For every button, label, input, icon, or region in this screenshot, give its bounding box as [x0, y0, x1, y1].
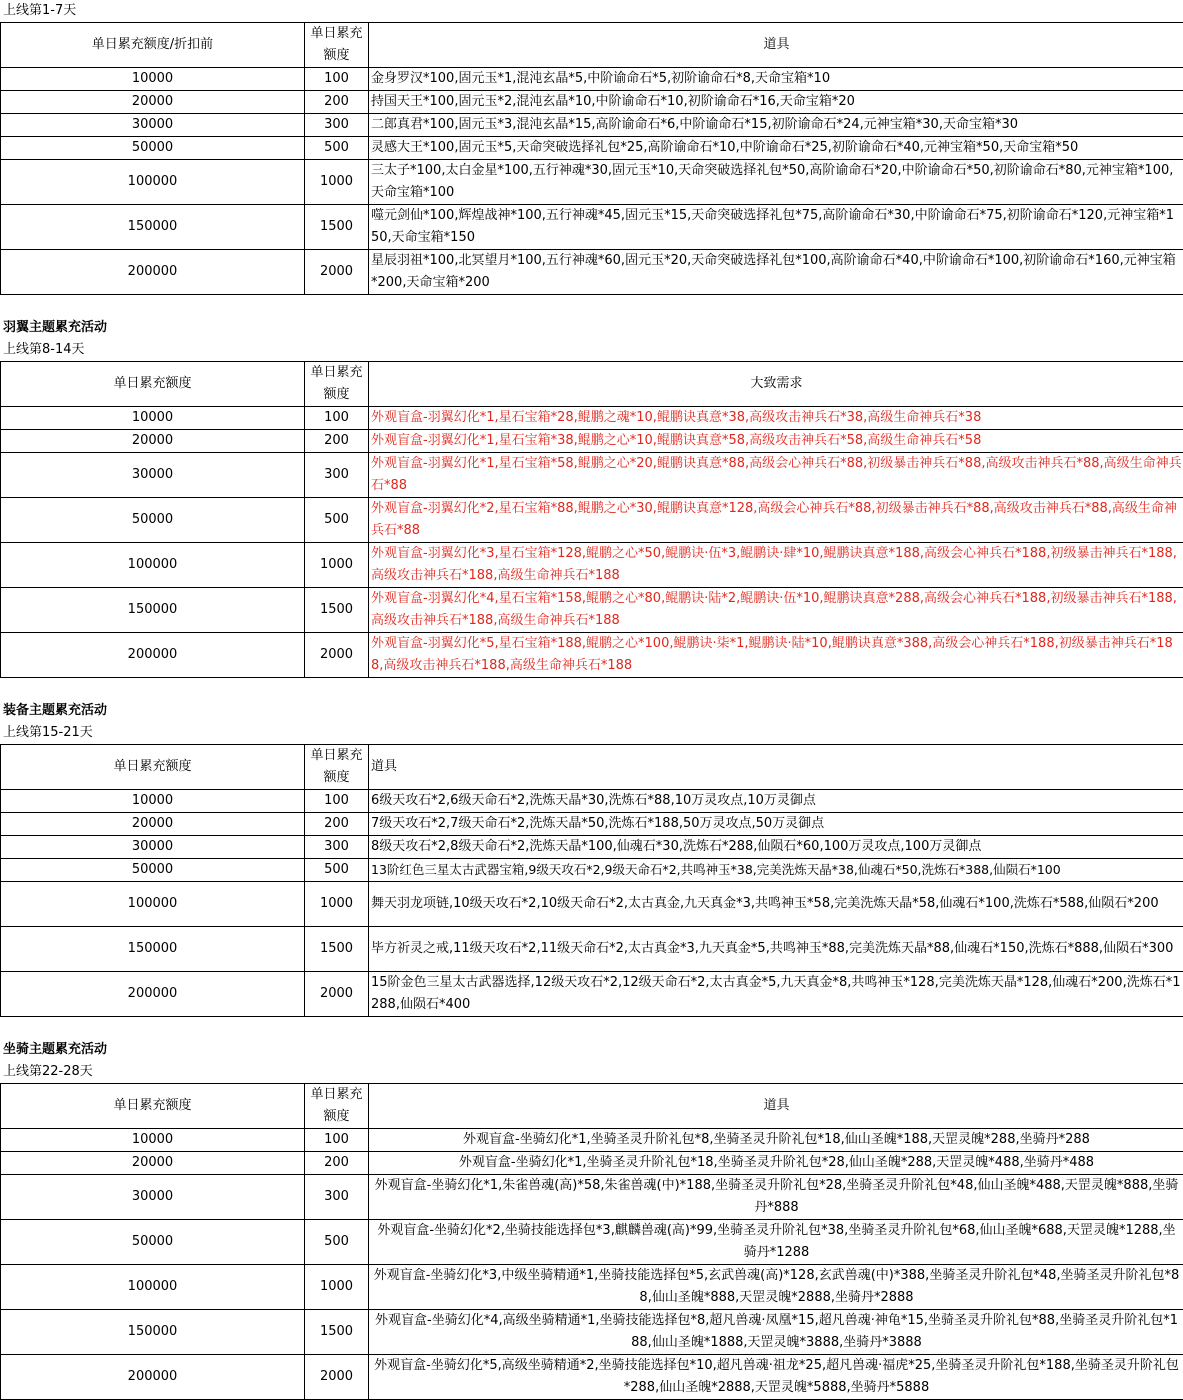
amount-cell: 30000	[1, 114, 305, 137]
table-row	[1, 1310, 1183, 1355]
items-cell: 8级天攻石*2,8级天命石*2,洗炼天晶*100,仙魂石*30,洗炼石*288,仙陨石*60,100万灵攻点,100万灵御点	[369, 836, 1183, 859]
items-cell: 外观盲盒-坐骑幻化*2,坐骑技能选择包*3,麒麟兽魂(高)*99,坐骑圣灵升阶礼包*38,坐骑圣灵升阶礼包*68,仙山圣魄*688,天罡灵魄*1288,坐骑丹*1288	[369, 1220, 1183, 1265]
items-cell: 舞天羽龙项链,10级天攻石*2,10级天命石*2,太古真金,九天真金*3,共鸣神玉*58,完美洗炼天晶*58,仙魂石*100,洗炼石*588,仙陨石*200	[369, 882, 1183, 927]
amount-cell: 20000	[1, 813, 305, 836]
items-cell: 毕方祈灵之戒,11级天攻石*2,11级天命石*2,太古真金*3,九天真金*5,共鸣神玉*88,完美洗炼天晶*88,仙魂石*150,洗炼石*888,仙陨石*300	[369, 927, 1183, 972]
table-row	[1, 1355, 1183, 1400]
items-cell: 三太子*100,太白金星*100,五行神魂*30,固元玉*10,天命突破选择礼包*50,高阶谕命石*20,中阶谕命石*50,初阶谕命石*80,元神宝箱*100,天命宝箱*100	[369, 160, 1183, 205]
amount-cell: 200000	[1, 972, 305, 1017]
points-cell: 1500	[305, 1310, 369, 1355]
header-items: 道具	[369, 1084, 1183, 1129]
table-row	[1, 1152, 1183, 1175]
points-cell: 1000	[305, 160, 369, 205]
table-row	[1, 114, 1183, 137]
amount-cell: 50000	[1, 859, 305, 882]
items-cell: 二郎真君*100,固元玉*3,混沌玄晶*15,高阶谕命石*6,中阶谕命石*15,初阶谕命石*24,元神宝箱*30,天命宝箱*30	[369, 114, 1183, 137]
items-cell: 持国天王*100,固元玉*2,混沌玄晶*10,中阶谕命石*10,初阶谕命石*16,天命宝箱*20	[369, 91, 1183, 114]
amount-cell: 50000	[1, 498, 305, 543]
items-cell: 噬元剑仙*100,辉煌战神*100,五行神魂*45,固元玉*15,天命突破选择礼包*75,高阶谕命石*30,中阶谕命石*75,初阶谕命石*120,元神宝箱*150,天命宝箱*150	[369, 205, 1183, 250]
amount-cell: 200000	[1, 633, 305, 678]
amount-cell: 30000	[1, 836, 305, 859]
items-cell: 外观盲盒-坐骑幻化*1,坐骑圣灵升阶礼包*8,坐骑圣灵升阶礼包*18,仙山圣魄*188,天罡灵魄*288,坐骑丹*288	[369, 1129, 1183, 1152]
points-cell: 2000	[305, 1355, 369, 1400]
items-cell: 7级天攻石*2,7级天命石*2,洗炼天晶*50,洗炼石*188,50万灵攻点,50万灵御点	[369, 813, 1183, 836]
reward-table-2	[0, 361, 1183, 678]
amount-cell: 150000	[1, 205, 305, 250]
points-cell: 1500	[305, 927, 369, 972]
items-cell: 外观盲盒-坐骑幻化*1,朱雀兽魂(高)*58,朱雀兽魂(中)*188,坐骑圣灵升阶礼包*28,坐骑圣灵升阶礼包*48,仙山圣魄*488,天罡灵魄*888,坐骑丹*888	[369, 1175, 1183, 1220]
table-row	[1, 633, 1183, 678]
items-cell: 外观盲盒-羽翼幻化*1,星石宝箱*28,鲲鹏之魂*10,鲲鹏诀真意*38,高级攻击神兵石*38,高级生命神兵石*38	[369, 407, 1183, 430]
table-row	[1, 453, 1183, 498]
items-cell: 金身罗汉*100,固元玉*1,混沌玄晶*5,中阶谕命石*5,初阶谕命石*8,天命宝箱*10	[369, 68, 1183, 91]
points-cell: 1000	[305, 543, 369, 588]
points-cell: 100	[305, 407, 369, 430]
table-row	[1, 498, 1183, 543]
section-title: 坐骑主题累充活动	[0, 1039, 1183, 1061]
points-cell: 2000	[305, 250, 369, 295]
amount-cell: 200000	[1, 250, 305, 295]
reward-table-4	[0, 1083, 1183, 1400]
points-cell: 200	[305, 813, 369, 836]
amount-cell: 10000	[1, 68, 305, 91]
points-cell: 1500	[305, 588, 369, 633]
points-cell: 2000	[305, 633, 369, 678]
items-cell: 外观盲盒-坐骑幻化*4,高级坐骑精通*1,坐骑技能选择包*8,超凡兽魂·凤凰*15,超凡兽魂·神龟*15,坐骑圣灵升阶礼包*88,坐骑圣灵升阶礼包*188,仙山圣魄*1888,天罡灵魄*3888,坐骑丹*3888	[369, 1310, 1183, 1355]
items-cell: 外观盲盒-羽翼幻化*1,星石宝箱*38,鲲鹏之心*10,鲲鹏诀真意*58,高级攻击神兵石*58,高级生命神兵石*58	[369, 430, 1183, 453]
points-cell: 1000	[305, 1265, 369, 1310]
points-cell: 100	[305, 1129, 369, 1152]
table-row	[1, 137, 1183, 160]
points-cell: 300	[305, 836, 369, 859]
points-cell: 200	[305, 91, 369, 114]
header-items: 大致需求	[369, 362, 1183, 407]
header-items: 道具	[369, 23, 1183, 68]
section-title: 羽翼主题累充活动	[0, 317, 1183, 339]
amount-cell: 20000	[1, 1152, 305, 1175]
items-cell: 灵感大王*100,固元玉*5,天命突破选择礼包*25,高阶谕命石*10,中阶谕命石*25,初阶谕命石*40,元神宝箱*50,天命宝箱*50	[369, 137, 1183, 160]
table-row	[1, 205, 1183, 250]
items-cell: 外观盲盒-羽翼幻化*2,星石宝箱*88,鲲鹏之心*30,鲲鹏诀真意*128,高级会心神兵石*88,初级暴击神兵石*88,高级攻击神兵石*88,高级生命神兵石*88	[369, 498, 1183, 543]
table-row	[1, 882, 1183, 927]
reward-table-1	[0, 22, 1183, 295]
table-row	[1, 859, 1183, 882]
table-header	[1, 745, 1183, 790]
header-items: 道具	[369, 745, 1183, 790]
points-cell: 1500	[305, 205, 369, 250]
points-cell: 300	[305, 114, 369, 137]
header-points: 单日累充额度	[305, 1084, 369, 1129]
amount-cell: 100000	[1, 882, 305, 927]
amount-cell: 100000	[1, 543, 305, 588]
table-header	[1, 1084, 1183, 1129]
header-points: 单日累充额度	[305, 23, 369, 68]
amount-cell: 20000	[1, 430, 305, 453]
points-cell: 500	[305, 859, 369, 882]
table-row	[1, 588, 1183, 633]
table-row	[1, 1220, 1183, 1265]
header-amount: 单日累充额度/折扣前	[1, 23, 305, 68]
amount-cell: 30000	[1, 453, 305, 498]
spacer-row	[0, 1017, 1183, 1039]
period-label: 上线第1-7天	[0, 0, 1183, 22]
items-cell: 星辰羽祖*100,北冥望月*100,五行神魂*60,固元玉*20,天命突破选择礼包*100,高阶谕命石*40,中阶谕命石*100,初阶谕命石*160,元神宝箱*200,天命宝箱*200	[369, 250, 1183, 295]
points-cell: 200	[305, 430, 369, 453]
amount-cell: 200000	[1, 1355, 305, 1400]
period-label: 上线第15-21天	[0, 722, 1183, 744]
table-row	[1, 91, 1183, 114]
items-cell: 外观盲盒-羽翼幻化*3,星石宝箱*128,鲲鹏之心*50,鲲鹏诀·伍*3,鲲鹏诀·肆*10,鲲鹏诀真意*188,高级会心神兵石*188,初级暴击神兵石*188,高级攻击神兵石*188,高级生命神兵石*188	[369, 543, 1183, 588]
amount-cell: 10000	[1, 407, 305, 430]
amount-cell: 10000	[1, 1129, 305, 1152]
points-cell: 500	[305, 498, 369, 543]
points-cell: 1000	[305, 882, 369, 927]
points-cell: 300	[305, 1175, 369, 1220]
header-points: 单日累充额度	[305, 362, 369, 407]
items-cell: 13阶红色三星太古武器宝箱,9级天攻石*2,9级天命石*2,共鸣神玉*38,完美洗炼天晶*38,仙魂石*50,洗炼石*388,仙陨石*100	[369, 859, 1183, 882]
table-row	[1, 543, 1183, 588]
table-row	[1, 1129, 1183, 1152]
points-cell: 2000	[305, 972, 369, 1017]
points-cell: 200	[305, 1152, 369, 1175]
points-cell: 500	[305, 1220, 369, 1265]
table-row	[1, 160, 1183, 205]
amount-cell: 50000	[1, 1220, 305, 1265]
header-amount: 单日累充额度	[1, 362, 305, 407]
table-header	[1, 23, 1183, 68]
items-cell: 外观盲盒-羽翼幻化*5,星石宝箱*188,鲲鹏之心*100,鲲鹏诀·柒*1,鲲鹏诀·陆*10,鲲鹏诀真意*388,高级会心神兵石*188,初级暴击神兵石*188,高级攻击神兵石*188,高级生命神兵石*188	[369, 633, 1183, 678]
header-amount: 单日累充额度	[1, 745, 305, 790]
reward-table-3	[0, 744, 1183, 1017]
items-cell: 外观盲盒-坐骑幻化*5,高级坐骑精通*2,坐骑技能选择包*10,超凡兽魂·祖龙*25,超凡兽魂·福虎*25,坐骑圣灵升阶礼包*188,坐骑圣灵升阶礼包*288,仙山圣魄*2888,天罡灵魄*5888,坐骑丹*5888	[369, 1355, 1183, 1400]
amount-cell: 10000	[1, 790, 305, 813]
amount-cell: 150000	[1, 588, 305, 633]
table-row	[1, 790, 1183, 813]
table-row	[1, 813, 1183, 836]
table-row	[1, 250, 1183, 295]
amount-cell: 150000	[1, 1310, 305, 1355]
amount-cell: 150000	[1, 927, 305, 972]
points-cell: 100	[305, 790, 369, 813]
items-cell: 外观盲盒-羽翼幻化*1,星石宝箱*58,鲲鹏之心*20,鲲鹏诀真意*88,高级会心神兵石*88,初级暴击神兵石*88,高级攻击神兵石*88,高级生命神兵石*88	[369, 453, 1183, 498]
items-cell: 6级天攻石*2,6级天命石*2,洗炼天晶*30,洗炼石*88,10万灵攻点,10万灵御点	[369, 790, 1183, 813]
period-label: 上线第22-28天	[0, 1061, 1183, 1083]
items-cell: 15阶金色三星太古武器选择,12级天攻石*2,12级天命石*2,太古真金*5,九天真金*8,共鸣神玉*128,完美洗炼天晶*128,仙魂石*200,洗炼石*1288,仙陨石*400	[369, 972, 1183, 1017]
spacer-row	[0, 678, 1183, 700]
section-title: 装备主题累充活动	[0, 700, 1183, 722]
table-row	[1, 972, 1183, 1017]
amount-cell: 100000	[1, 160, 305, 205]
amount-cell: 50000	[1, 137, 305, 160]
items-cell: 外观盲盒-坐骑幻化*3,中级坐骑精通*1,坐骑技能选择包*5,玄武兽魂(高)*128,玄武兽魂(中)*388,坐骑圣灵升阶礼包*48,坐骑圣灵升阶礼包*88,仙山圣魄*888,天罡灵魄*2888,坐骑丹*2888	[369, 1265, 1183, 1310]
amount-cell: 100000	[1, 1265, 305, 1310]
spacer-row	[0, 295, 1183, 317]
items-cell: 外观盲盒-坐骑幻化*1,坐骑圣灵升阶礼包*18,坐骑圣灵升阶礼包*28,仙山圣魄*288,天罡灵魄*488,坐骑丹*488	[369, 1152, 1183, 1175]
items-cell: 外观盲盒-羽翼幻化*4,星石宝箱*158,鲲鹏之心*80,鲲鹏诀·陆*2,鲲鹏诀·伍*10,鲲鹏诀真意*288,高级会心神兵石*188,初级暴击神兵石*188,高级攻击神兵石*188,高级生命神兵石*188	[369, 588, 1183, 633]
header-points: 单日累充额度	[305, 745, 369, 790]
table-row	[1, 1265, 1183, 1310]
header-amount: 单日累充额度	[1, 1084, 305, 1129]
amount-cell: 30000	[1, 1175, 305, 1220]
table-row	[1, 68, 1183, 91]
table-row	[1, 1175, 1183, 1220]
amount-cell: 20000	[1, 91, 305, 114]
table-header	[1, 362, 1183, 407]
table-row	[1, 927, 1183, 972]
table-row	[1, 430, 1183, 453]
period-label: 上线第8-14天	[0, 339, 1183, 361]
table-row	[1, 407, 1183, 430]
points-cell: 100	[305, 68, 369, 91]
points-cell: 300	[305, 453, 369, 498]
table-row	[1, 836, 1183, 859]
points-cell: 500	[305, 137, 369, 160]
